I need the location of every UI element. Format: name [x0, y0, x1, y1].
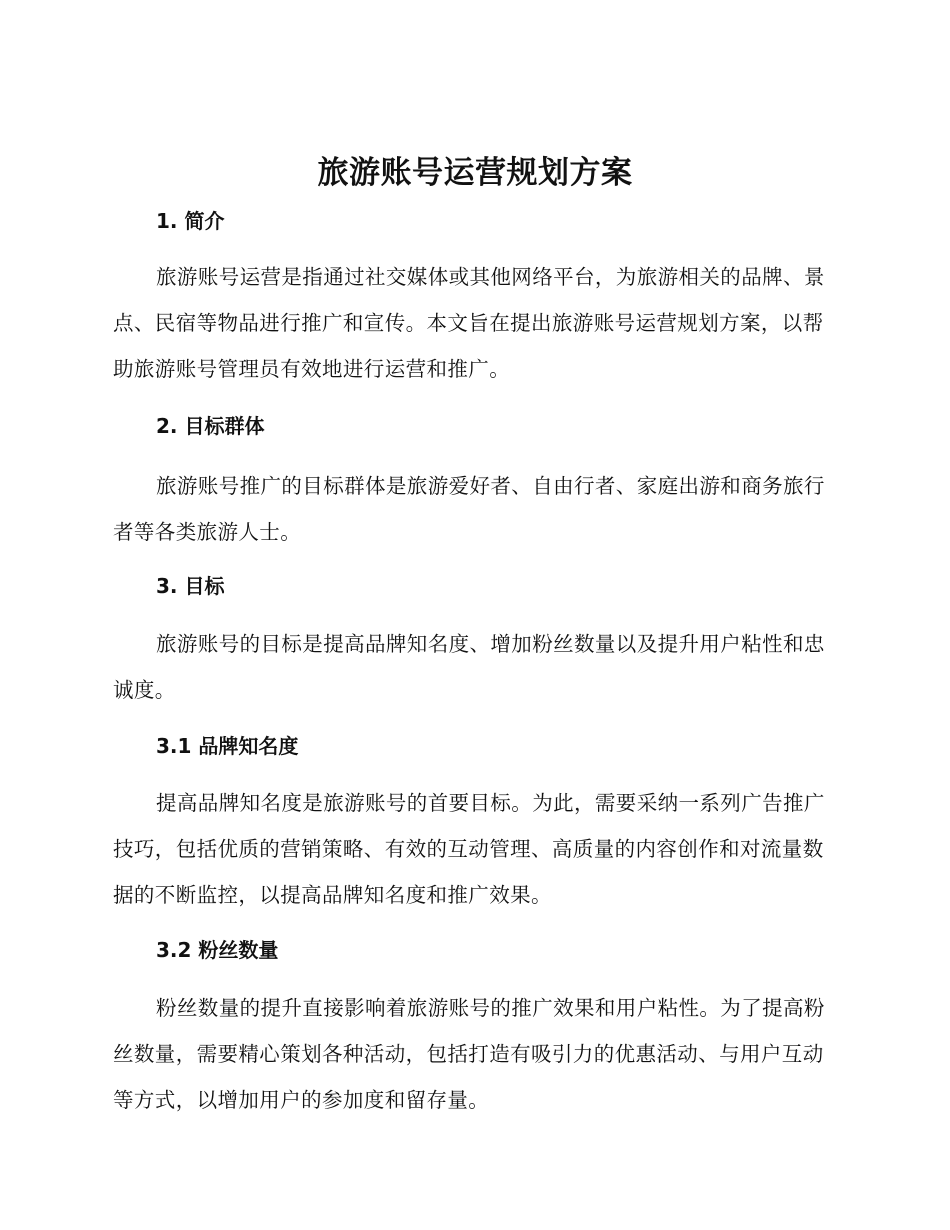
section-paragraph-goals: 旅游账号的目标是提高品牌知名度、增加粉丝数量以及提升用户粘性和忠诚度。	[113, 632, 825, 702]
section-heading-intro: 1. 简介	[156, 209, 225, 233]
section-paragraph-target-audience: 旅游账号推广的目标群体是旅游爱好者、自由行者、家庭出游和商务旅行者等各类旅游人士。	[113, 474, 825, 544]
section-heading-brand-awareness: 3.1 品牌知名度	[156, 734, 299, 758]
section-heading-follower-count: 3.2 粉丝数量	[156, 938, 279, 962]
section-heading-goals: 3. 目标	[156, 574, 225, 598]
section-paragraph-follower-count: 粉丝数量的提升直接影响着旅游账号的推广效果和用户粘性。为了提高粉丝数量，需要精心策划各种活动，包括打造有吸引力的优惠活动、与用户互动等方式，以增加用户的参加度和留存量。	[113, 996, 825, 1112]
section-heading-target-audience: 2. 目标群体	[156, 414, 265, 438]
document-title: 旅游账号运营规划方案	[317, 155, 633, 191]
section-paragraph-brand-awareness: 提高品牌知名度是旅游账号的首要目标。为此，需要采纳一系列广告推广技巧，包括优质的营销策略、有效的互动管理、高质量的内容创作和对流量数据的不断监控，以提高品牌知名度和推广效果。	[113, 791, 825, 907]
section-paragraph-intro: 旅游账号运营是指通过社交媒体或其他网络平台，为旅游相关的品牌、景点、民宿等物品进行推广和宣传。本文旨在提出旅游账号运营规划方案，以帮助旅游账号管理员有效地进行运营和推广。	[113, 265, 825, 381]
